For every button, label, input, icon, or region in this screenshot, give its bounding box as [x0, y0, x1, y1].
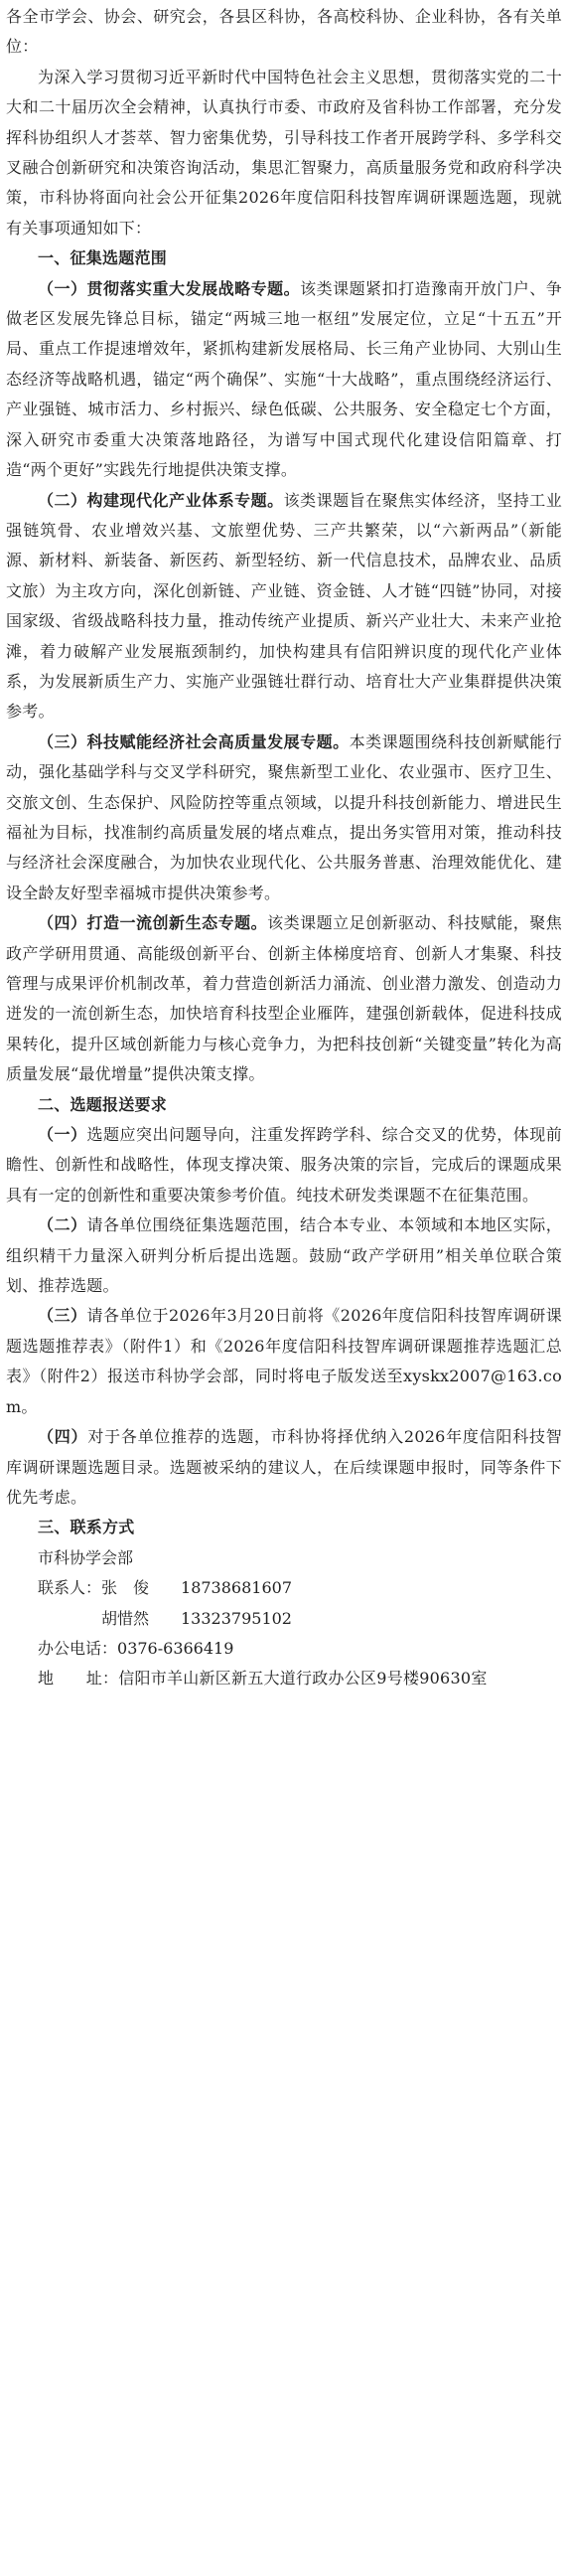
requirement-number-3: （三） — [38, 1306, 87, 1326]
contact-phone-line — [6, 1634, 562, 1664]
contact-person-2: 胡惜然 13323795102 — [101, 1608, 292, 1628]
topic-paragraph-4 — [6, 908, 562, 1089]
topic-paragraph-3 — [6, 727, 562, 908]
requirement-number-2: （二） — [38, 1215, 87, 1235]
requirement-body-4: 对于各单位推荐的选题，市科协将择优纳入2026年度信阳科技智库调研课题选题目录。选题被采纳的建议人，在后续课题申报时，同等条件下优先考虑。 — [6, 1427, 562, 1507]
topic-body-4: 该类课题立足创新驱动、科技赋能，聚焦政产学研用贯通、高能级创新平台、创新主体梯度培育、创新人才集聚、科技管理与成果评价机制改革，着力营造创新活力涌流、创业潜力激发、创造动力迸发的一流创新生态，加快培育科技型企业雁阵，建强创新载体，促进科技成果转化，提升区域创新能力与核心竞争力，为把科技创新“关键变量”转化为高质量发展“最优增量”提供决策支撑。 — [6, 913, 562, 1084]
requirement-paragraph-2 — [6, 1210, 562, 1301]
requirement-body-2: 请各单位围绕征集选题范围，结合本专业、本领域和本地区实际，组织精干力量深入研判分析后提出选题。鼓励“政产学研用”相关单位联合策划、推荐选题。 — [6, 1215, 562, 1296]
requirement-paragraph-1 — [6, 1120, 562, 1210]
topic-paragraph-1 — [6, 274, 562, 486]
intro-paragraph: 为深入学习贯彻习近平新时代中国特色社会主义思想，贯彻落实党的二十大和二十届历次全会精神，认真执行市委、市政府及省科协工作部署，充分发挥科协组织人才荟萃、智力密集优势，引导科技工作者开展跨学科、多学科交叉融合创新研究和决策咨询活动，集思汇智聚力，高质量服务党和政府科学决策，市科协将面向社会公开征集2026年度信阳科技智库调研课题选题，现就有关事项通知如下： — [6, 67, 562, 238]
contact-phone: 0376-6366419 — [117, 1638, 234, 1658]
section-heading-requirements: 二、选题报送要求 — [38, 1094, 168, 1114]
contact-person-1: 张 俊 18738681607 — [101, 1578, 292, 1598]
requirement-paragraph-4 — [6, 1422, 562, 1513]
topic-body-1: 该类课题紧扣打造豫南开放门户、争做老区发展先锋总目标，锚定“两城三地一枢纽”发展定位，立足“十五五”开局、重点工作提速增效年，紧抓构建新发展格局、长三角产业协同、大别山生态经济等战略机遇，锚定“两个确保”、实施“十大战略”，重点围绕经济运行、产业强链、城市活力、乡村振兴、绿色低碳、公共服务、安全稳定七个方面，深入研究市委重大决策落地路径，为谱写中国式现代化建设信阳篇章、打造“两个更好”实践先行地提供决策支撑。 — [6, 278, 562, 480]
contact-person-line-2 — [6, 1604, 562, 1634]
contact-phone-label: 办公电话： — [38, 1638, 118, 1658]
salutation: 各全市学会、协会、研究会，各县区科协，各高校科协、企业科协，各有关单位： — [6, 7, 562, 57]
topic-paragraph-2 — [6, 486, 562, 727]
topic-body-2: 该类课题旨在聚焦实体经济，坚持工业强链筑骨、农业增效兴基、文旅塑优势、三产共繁荣，以“六新两品”（新能源、新材料、新装备、新医药、新型轻纺、新一代信息技术，品牌农业、品质文旅）为主攻方向，深化创新链、产业链、资金链、人才链“四链”协同，对接国家级、省级战略科技力量，推动传统产业提质、新兴产业壮大、未来产业抢滩，着力破解产业发展瓶颈制约，加快构建具有信阳辨识度的现代化产业体系，为发展新质生产力、实施产业强链壮群行动、培育壮大产业集群提供决策参考。 — [6, 490, 562, 722]
section-heading-scope: 一、征集选题范围 — [38, 248, 168, 268]
contact-person-line-1 — [6, 1573, 562, 1603]
requirement-number-4: （四） — [38, 1427, 88, 1447]
topic-title-2: （二）构建现代化产业体系专题。 — [38, 490, 284, 510]
contact-address-label: 地 址： — [38, 1669, 119, 1689]
requirement-body-1: 选题应突出问题导向，注重发挥跨学科、综合交叉的优势，体现前瞻性、创新性和战略性，体现支撑决策、服务决策的宗旨，完成后的课题成果具有一定的创新性和重要决策参考价值。纯技术研发类课题不在征集范围。 — [6, 1125, 562, 1205]
topic-title-1: （一）贯彻落实重大发展战略专题。 — [38, 278, 301, 298]
contact-address: 信阳市羊山新区新五大道行政办公区9号楼90630室 — [118, 1669, 488, 1689]
topic-title-3: （三）科技赋能经济社会高质量发展专题。 — [38, 731, 350, 751]
contact-department: 市科协学会部 — [38, 1547, 134, 1567]
requirement-number-1: （一） — [38, 1125, 87, 1145]
contact-person-label: 联系人： — [38, 1578, 102, 1598]
contact-address-line — [6, 1664, 562, 1693]
topic-body-3: 本类课题围绕科技创新赋能行动，强化基础学科与交叉学科研究，聚焦新型工业化、农业强市、医疗卫生、交旅文创、生态保护、风险防控等重点领域，以提升科技创新能力、增进民生福祉为目标，找准制约高质量发展的堵点难点，提出务实管用对策，推动科技与经济社会深度融合，为加快农业现代化、公共服务普惠、治理效能优化、建设全龄友好型幸福城市提供决策参考。 — [6, 731, 562, 902]
topic-title-4: （四）打造一流创新生态专题。 — [38, 913, 268, 933]
section-heading-contact: 三、联系方式 — [38, 1518, 135, 1537]
requirement-body-3: 请各单位于2026年3月20日前将《2026年度信阳科技智库调研课题选题推荐表》（附件1）和《2026年度信阳科技智库调研课题推荐选题汇总表》（附件2）报送市科协学会部，同时将电子版发送至xyskx2007@163.com。 — [6, 1306, 562, 1416]
requirement-paragraph-3 — [6, 1301, 562, 1422]
